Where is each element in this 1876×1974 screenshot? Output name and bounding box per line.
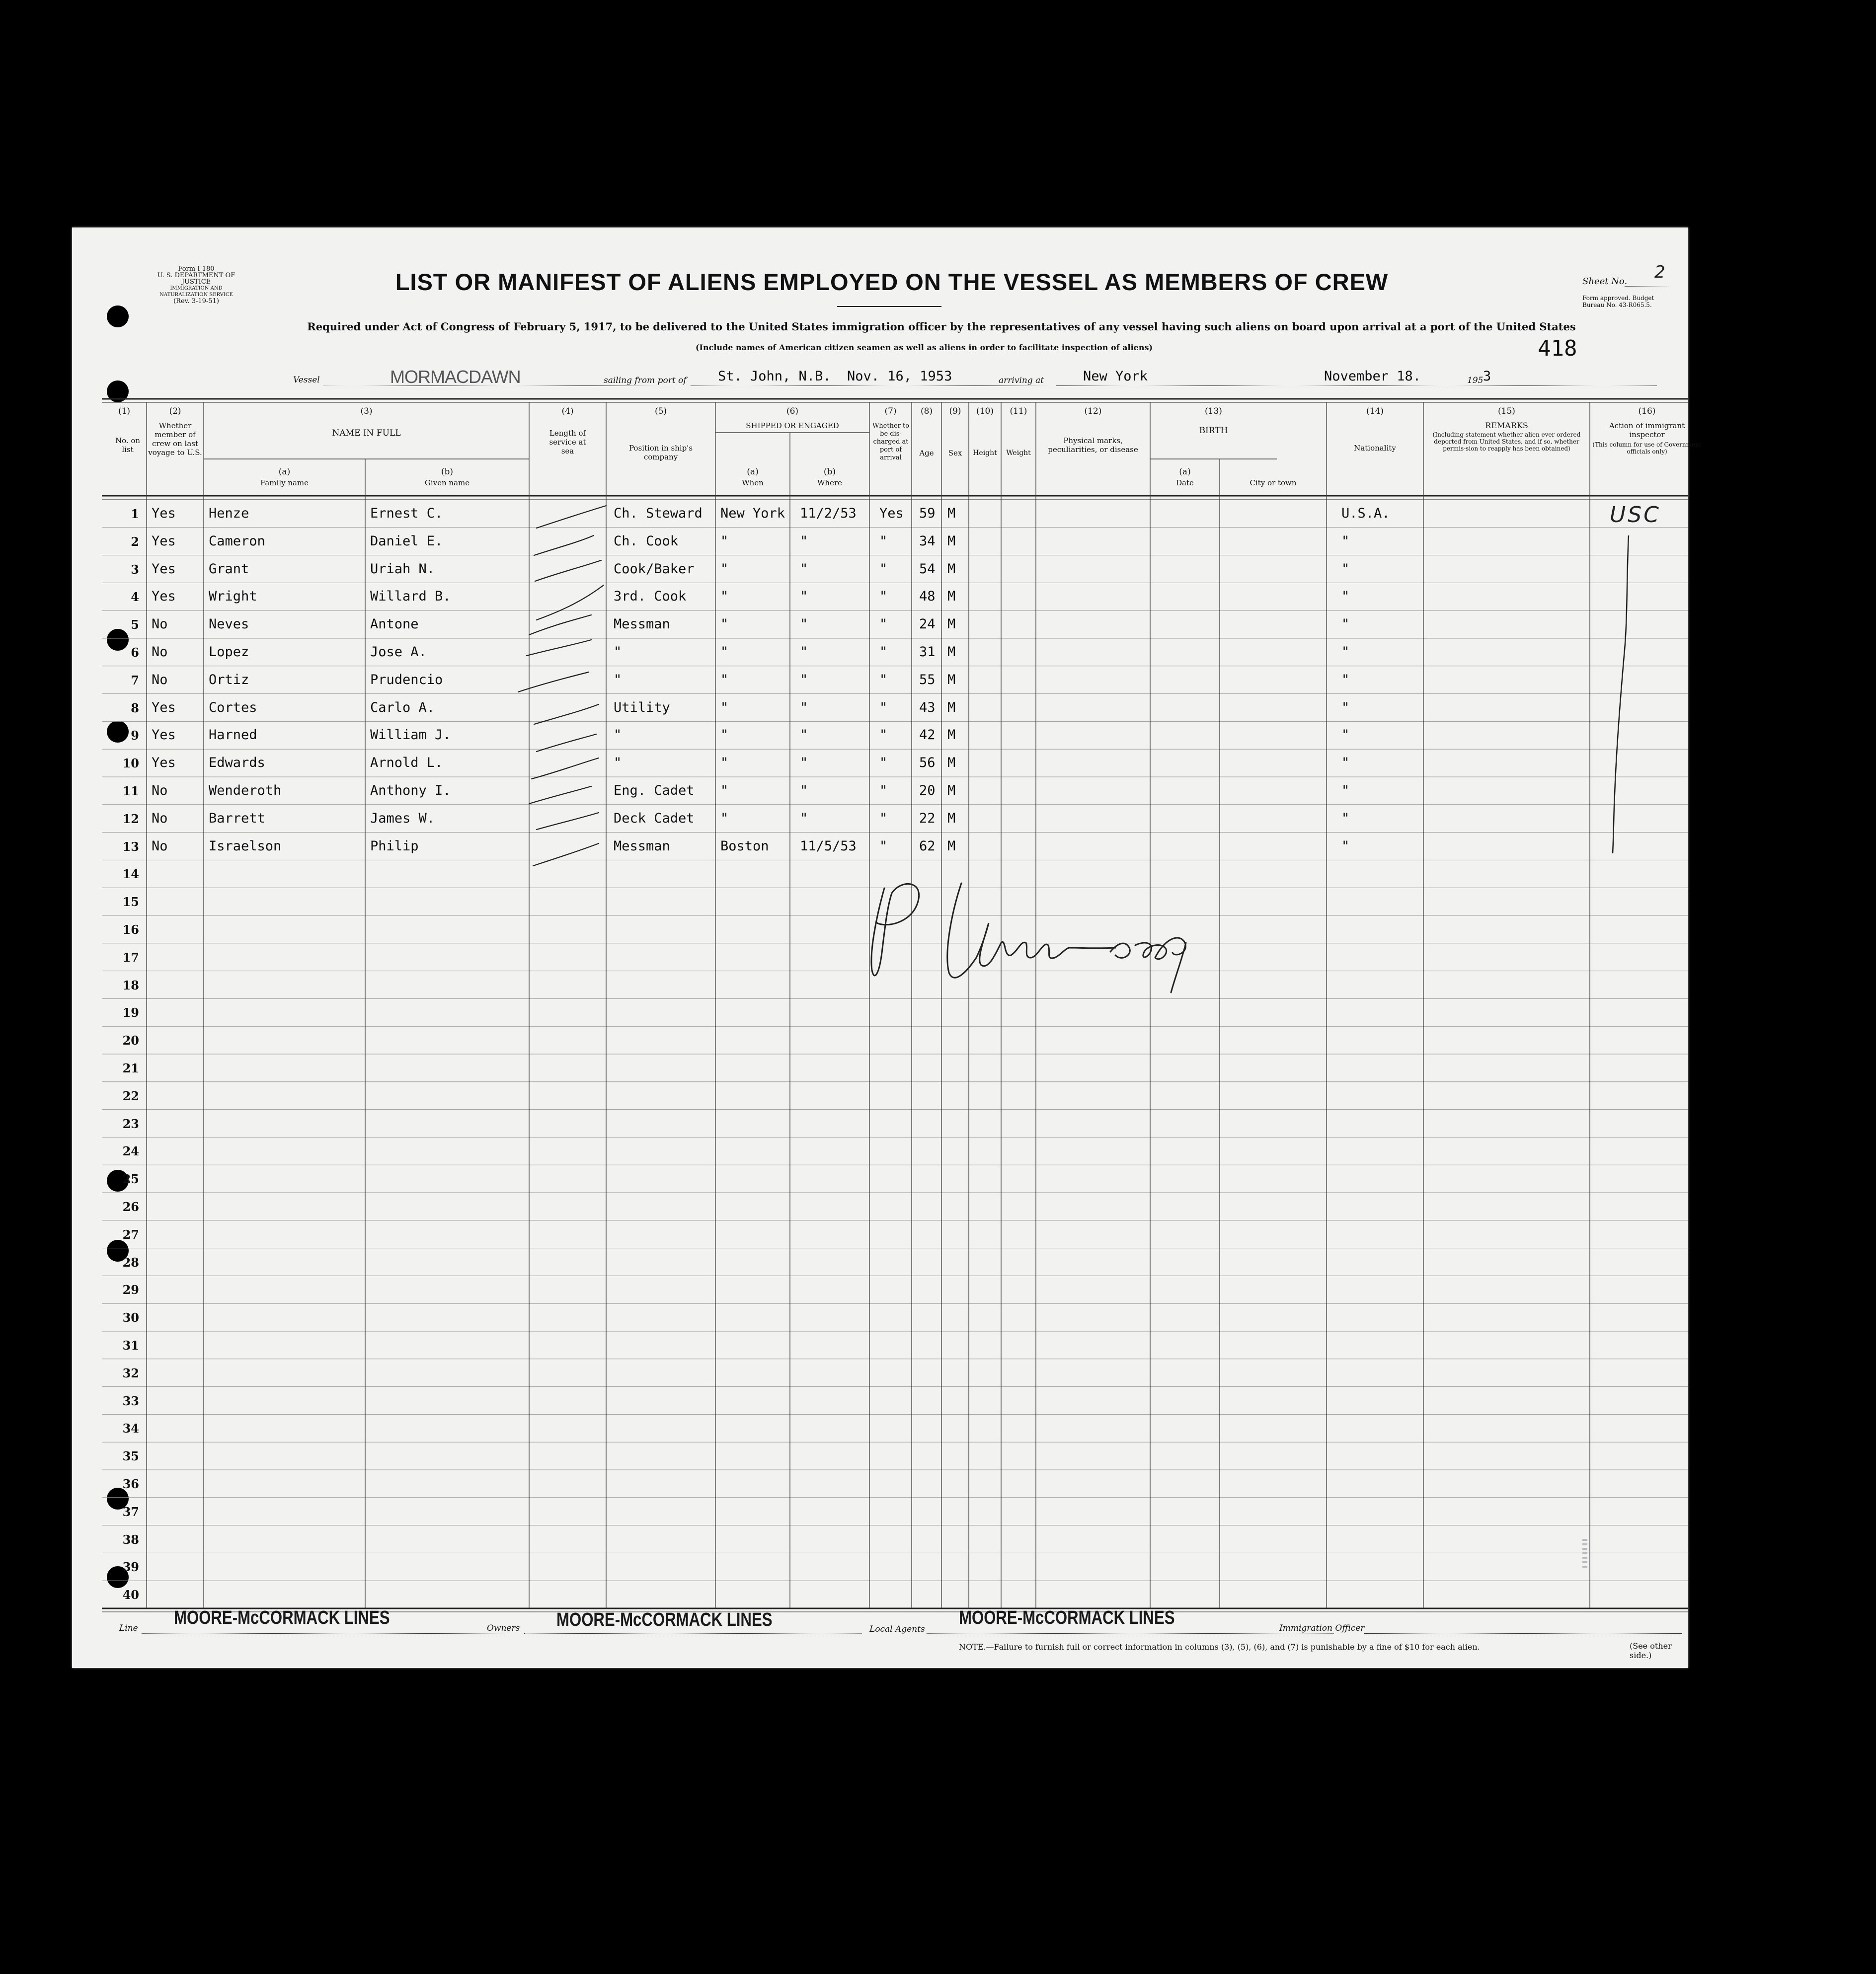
col-header-given: Given name (424, 478, 470, 487)
cell-position: Utility (614, 699, 670, 715)
cell-age: 31 (919, 644, 936, 660)
col10-number: (10) (976, 406, 994, 416)
line-number: 23 (122, 1116, 139, 1131)
line-number: 19 (122, 1005, 139, 1020)
cell-when: " (720, 533, 729, 549)
line-number: 11 (122, 784, 139, 798)
col-header-birth-date: Date (1176, 478, 1194, 487)
cell-nationality: " (1341, 699, 1350, 715)
cell-where: 11/5/53 (800, 838, 857, 854)
col-header-inspector: Action of immigrant inspector (1609, 421, 1685, 439)
cell-prev: No (152, 616, 168, 632)
cell-position: Ch. Cook (614, 533, 679, 549)
form-subtitle: Required under Act of Congress of February 5, 1917, to be delivered to the United States immigration officer by the representatives of any vessel having such aliens on board upon arrival at a port of the United States (307, 320, 1576, 333)
cell-position: " (614, 644, 622, 660)
arriving-label: arriving at (999, 376, 1044, 385)
cell-age: 56 (919, 755, 936, 771)
cell-sex: M (947, 533, 956, 549)
officer-label: Immigration Officer (1279, 1623, 1365, 1633)
line-number: 26 (122, 1200, 139, 1214)
cell-position: Messman (614, 616, 670, 632)
line-number: 18 (122, 978, 139, 992)
line-number: 4 (131, 590, 139, 605)
cell-age: 20 (919, 783, 936, 798)
line-stamp: MOORE-McCORMACK LINES (174, 1607, 390, 1628)
cell-family: Henze (209, 506, 249, 521)
cell-sex: M (947, 616, 956, 632)
line-number: 33 (122, 1393, 139, 1408)
cell-sex: M (947, 755, 956, 771)
cell-given: Willard B. (370, 589, 451, 605)
cell-when: " (720, 810, 729, 826)
line-number: 30 (122, 1310, 139, 1325)
col9-number: (9) (949, 406, 961, 416)
line-number: 27 (122, 1227, 139, 1242)
cell-prev: No (152, 838, 168, 854)
col-header-no: No. on list (115, 436, 141, 454)
cell-given: Arnold L. (370, 755, 443, 771)
cell-sex: M (947, 838, 956, 854)
include-note: (Include names of American citizen seamen as well as aliens in order to facilitate inspection of aliens) (695, 343, 1153, 352)
cell-nationality: " (1341, 810, 1350, 826)
cell-when: " (720, 783, 729, 798)
cell-where: 11/2/53 (800, 506, 857, 521)
cell-when: Boston (720, 838, 769, 854)
cell-when: " (720, 589, 729, 605)
cell-prev: Yes (152, 561, 176, 577)
cell-discharged: " (879, 589, 888, 605)
col4-number: (4) (561, 406, 574, 416)
col-header-family: Family name (260, 478, 309, 487)
cell-discharged: " (879, 644, 888, 660)
col-header-service: Length of service at sea (549, 429, 586, 456)
col-header-shipped: SHIPPED OR ENGAGED (746, 421, 839, 430)
form-title: LIST OR MANIFEST OF ALIENS EMPLOYED ON THE VESSEL AS MEMBERS OF CREW (395, 269, 1389, 295)
cell-family: Lopez (209, 644, 249, 660)
col-header-discharged: Whether to be dis-charged at port of arrival (872, 422, 910, 461)
cell-nationality: " (1341, 644, 1350, 660)
cell-family: Harned (209, 727, 257, 743)
col-header-remarks: REMARKS (1485, 421, 1528, 430)
cell-given: Philip (370, 838, 419, 854)
cell-sex: M (947, 644, 956, 660)
cell-age: 34 (919, 533, 936, 549)
year-digit: 3 (1483, 369, 1491, 384)
col-header-position: Position in ship's company (628, 444, 693, 461)
line-number: 37 (122, 1504, 139, 1519)
cell-position: Deck Cadet (614, 810, 695, 826)
col6-number: (6) (786, 406, 799, 416)
sheet-label: Sheet No. (1582, 276, 1628, 287)
budget-approval: Form approved. Budget Bureau No. 43-R065.5. (1582, 295, 1654, 308)
cell-family: Edwards (209, 755, 265, 771)
cell-where: " (800, 727, 808, 743)
cell-position: 3rd. Cook (614, 589, 687, 605)
owners-rule (524, 1633, 862, 1634)
col-header-weight: Weight (1006, 449, 1031, 457)
cell-when: " (720, 561, 729, 577)
cell-age: 62 (919, 838, 936, 854)
sailing-date: Nov. 16, 1953 (847, 369, 952, 384)
col3b-number: (b) (441, 467, 454, 477)
line-rule (142, 1633, 504, 1634)
line-number: 25 (122, 1172, 139, 1187)
cell-where: " (800, 644, 808, 660)
year-prefix: 195 (1467, 376, 1484, 385)
cell-when: New York (720, 506, 785, 521)
cell-sex: M (947, 589, 956, 605)
cell-position: Cook/Baker (614, 561, 695, 577)
form-number: Form I-180 (178, 265, 215, 273)
cell-age: 55 (919, 672, 936, 687)
col-header-where: Where (817, 478, 842, 487)
cell-where: " (800, 616, 808, 632)
officer-rule (1364, 1633, 1682, 1634)
service-name: IMMIGRATION AND NATURALIZATION SERVICE (159, 286, 233, 298)
sheet-number: 2 (1654, 262, 1665, 282)
line-number: 10 (122, 756, 139, 771)
cell-discharged: " (879, 561, 888, 577)
cell-when: " (720, 699, 729, 715)
cell-nationality: " (1341, 672, 1350, 687)
cell-sex: M (947, 672, 956, 687)
line-number: 28 (122, 1255, 139, 1270)
cell-sex: M (947, 699, 956, 715)
penalty-note: NOTE.—Failure to furnish full or correct information in columns (3), (5), (6), and (7) is punishable by a fine of $10 for each alien. (959, 1642, 1480, 1652)
cell-age: 43 (919, 699, 936, 715)
line-number: 8 (131, 700, 139, 715)
cell-discharged: " (879, 699, 888, 715)
line-number: 20 (122, 1033, 139, 1048)
col-header-city: City or town (1250, 478, 1297, 487)
col-header-height: Height (973, 449, 997, 457)
line-number: 24 (122, 1144, 139, 1159)
col16-number: (16) (1638, 406, 1656, 416)
cell-discharged: " (879, 810, 888, 826)
line-number: 15 (122, 895, 139, 910)
line-number: 9 (131, 728, 139, 743)
cell-prev: Yes (152, 589, 176, 605)
page-number: 418 (1538, 336, 1577, 361)
cell-nationality: " (1341, 533, 1350, 549)
cell-given: Jose A. (370, 644, 427, 660)
cell-when: " (720, 616, 729, 632)
cell-discharged: " (879, 533, 888, 549)
cell-given: Ernest C. (370, 506, 443, 521)
owners-label: Owners (487, 1623, 520, 1633)
vessel-label: Vessel (293, 375, 320, 385)
line-number: 16 (122, 922, 139, 937)
cell-prev: Yes (152, 506, 176, 521)
cell-given: Daniel E. (370, 533, 443, 549)
col-header-nationality: Nationality (1354, 444, 1396, 453)
cell-where: " (800, 755, 808, 771)
cell-when: " (720, 755, 729, 771)
cell-family: Wright (209, 589, 257, 605)
cell-where: " (800, 533, 808, 549)
cell-when: " (720, 727, 729, 743)
cell-age: 59 (919, 506, 936, 521)
cell-family: Neves (209, 616, 249, 632)
cell-sex: M (947, 727, 956, 743)
cell-given: Antone (370, 616, 419, 632)
col14-number: (14) (1366, 406, 1384, 416)
cell-discharged: " (879, 838, 888, 854)
col6a-number: (a) (747, 467, 759, 477)
cell-prev: Yes (152, 727, 176, 743)
line-number: 29 (122, 1283, 139, 1297)
col12-number: (12) (1084, 406, 1102, 416)
col3a-number: (a) (278, 467, 291, 477)
line-number: 21 (122, 1061, 139, 1075)
col-header-sex: Sex (948, 449, 962, 457)
cell-when: " (720, 644, 729, 660)
cell-prev: No (152, 672, 168, 687)
cell-age: 24 (919, 616, 936, 632)
line-number: 36 (122, 1477, 139, 1491)
cell-discharged: " (879, 672, 888, 687)
cell-given: Uriah N. (370, 561, 435, 577)
line-number: 40 (122, 1588, 139, 1602)
agents-rule (927, 1633, 1334, 1634)
line-number: 13 (122, 839, 139, 854)
line-number: 1 (131, 507, 139, 521)
cell-family: Israelson (209, 838, 282, 854)
cell-where: " (800, 810, 808, 826)
cell-age: 42 (919, 727, 936, 743)
cell-when: " (720, 672, 729, 687)
cell-nationality: " (1341, 755, 1350, 771)
col7-number: (7) (884, 406, 897, 416)
line-number: 12 (122, 811, 139, 826)
cell-nationality: " (1341, 589, 1350, 605)
col-header-birth: BIRTH (1199, 426, 1228, 436)
inspector-note: (This column for use of Government officials only) (1592, 441, 1702, 455)
line-number: 17 (122, 950, 139, 965)
cell-nationality: U.S.A. (1341, 506, 1390, 521)
manifest-sheet (72, 228, 1702, 1668)
line-number: 38 (122, 1532, 139, 1547)
cell-given: Carlo A. (370, 699, 435, 715)
cell-position: Messman (614, 838, 670, 854)
cell-prev: Yes (152, 533, 176, 549)
line-number: 14 (122, 867, 139, 882)
cell-discharged: " (879, 727, 888, 743)
cell-nationality: " (1341, 783, 1350, 798)
cell-where: " (800, 589, 808, 605)
cell-where: " (800, 561, 808, 577)
col3-number: (3) (360, 406, 373, 416)
col15-number: (15) (1498, 406, 1515, 416)
cell-given: William J. (370, 727, 451, 743)
cell-sex: M (947, 783, 956, 798)
cell-discharged: " (879, 616, 888, 632)
cell-prev: Yes (152, 699, 176, 715)
cell-given: Anthony I. (370, 783, 451, 798)
col-header-last-voyage: Whether member of crew on last voyage to U.S. (148, 421, 202, 457)
cell-sex: M (947, 810, 956, 826)
col1-number: (1) (118, 406, 131, 416)
cell-family: Cortes (209, 699, 257, 715)
agents-label: Local Agents (869, 1624, 925, 1634)
col-header-physical: Physical marks, peculiarities, or disease (1048, 436, 1138, 454)
agents-stamp: MOORE-McCORMACK LINES (959, 1607, 1175, 1628)
inspector-tick-line (1610, 535, 1640, 883)
cell-sex: M (947, 506, 956, 521)
col2-number: (2) (169, 406, 181, 416)
cell-nationality: " (1341, 616, 1350, 632)
cell-family: Wenderoth (209, 783, 282, 798)
line-number: 31 (122, 1338, 139, 1353)
owners-stamp: MOORE-McCORMACK LINES (556, 1609, 773, 1630)
cell-nationality: " (1341, 838, 1350, 854)
col13-number: (13) (1205, 406, 1222, 416)
cell-nationality: " (1341, 727, 1350, 743)
cell-position: " (614, 727, 622, 743)
cell-family: Ortiz (209, 672, 249, 687)
cell-position: Eng. Cadet (614, 783, 695, 798)
line-number: 7 (131, 673, 139, 687)
cell-prev: No (152, 783, 168, 798)
paper-smudge (1582, 1539, 1587, 1569)
sailing-label: sailing from port of (604, 376, 687, 385)
cell-age: 22 (919, 810, 936, 826)
revision-date: (Rev. 3-19-51) (173, 298, 219, 305)
line-number: 6 (131, 645, 139, 660)
cell-discharged: " (879, 755, 888, 771)
line-number: 22 (122, 1088, 139, 1103)
handwritten-signature (817, 858, 1264, 1002)
col8-number: (8) (920, 406, 933, 416)
col-header-when: When (742, 478, 764, 487)
line-number: 3 (131, 562, 139, 577)
inspector-initials: USC (1610, 502, 1661, 528)
vessel-name: MORMACDAWN (390, 367, 521, 387)
cell-where: " (800, 672, 808, 687)
col13a-number: (a) (1179, 467, 1191, 477)
cell-sex: M (947, 561, 956, 577)
line-number: 39 (122, 1560, 139, 1575)
cell-age: 48 (919, 589, 936, 605)
col11-number: (11) (1010, 406, 1027, 416)
see-other-side: (See other side.) (1630, 1641, 1672, 1660)
department-name: U. S. DEPARTMENT OF JUSTICE (157, 272, 235, 286)
cell-where: " (800, 699, 808, 715)
line-number: 2 (131, 534, 139, 549)
arrival-port: New York (1083, 369, 1148, 384)
cell-family: Barrett (209, 810, 265, 826)
cell-nationality: " (1341, 561, 1350, 577)
line-number: 5 (131, 617, 139, 632)
line-number: 32 (122, 1366, 139, 1380)
cell-given: Prudencio (370, 672, 443, 687)
cell-prev: No (152, 810, 168, 826)
line-number: 34 (122, 1421, 139, 1436)
cell-prev: No (152, 644, 168, 660)
cell-where: " (800, 783, 808, 798)
line-number: 35 (122, 1449, 139, 1464)
cell-family: Grant (209, 561, 249, 577)
cell-position: " (614, 672, 622, 687)
col-header-age: Age (919, 449, 934, 457)
cell-family: Cameron (209, 533, 265, 549)
cell-position: " (614, 755, 622, 771)
cell-discharged: " (879, 783, 888, 798)
col-header-name: NAME IN FULL (332, 428, 401, 438)
cell-discharged: Yes (879, 506, 904, 521)
remarks-note: (Including statement whether alien ever ordered deported from United States, and if so, whether permis-sion to reapply has been obtained) (1432, 431, 1581, 452)
arrival-date: November 18. (1324, 369, 1421, 384)
line-label: Line (119, 1623, 138, 1633)
cell-given: James W. (370, 810, 435, 826)
cell-position: Ch. Steward (614, 506, 703, 521)
col5-number: (5) (654, 406, 667, 416)
col6b-number: (b) (823, 467, 836, 477)
sailing-port: St. John, N.B. (718, 369, 831, 384)
cell-age: 54 (919, 561, 936, 577)
cell-prev: Yes (152, 755, 176, 771)
